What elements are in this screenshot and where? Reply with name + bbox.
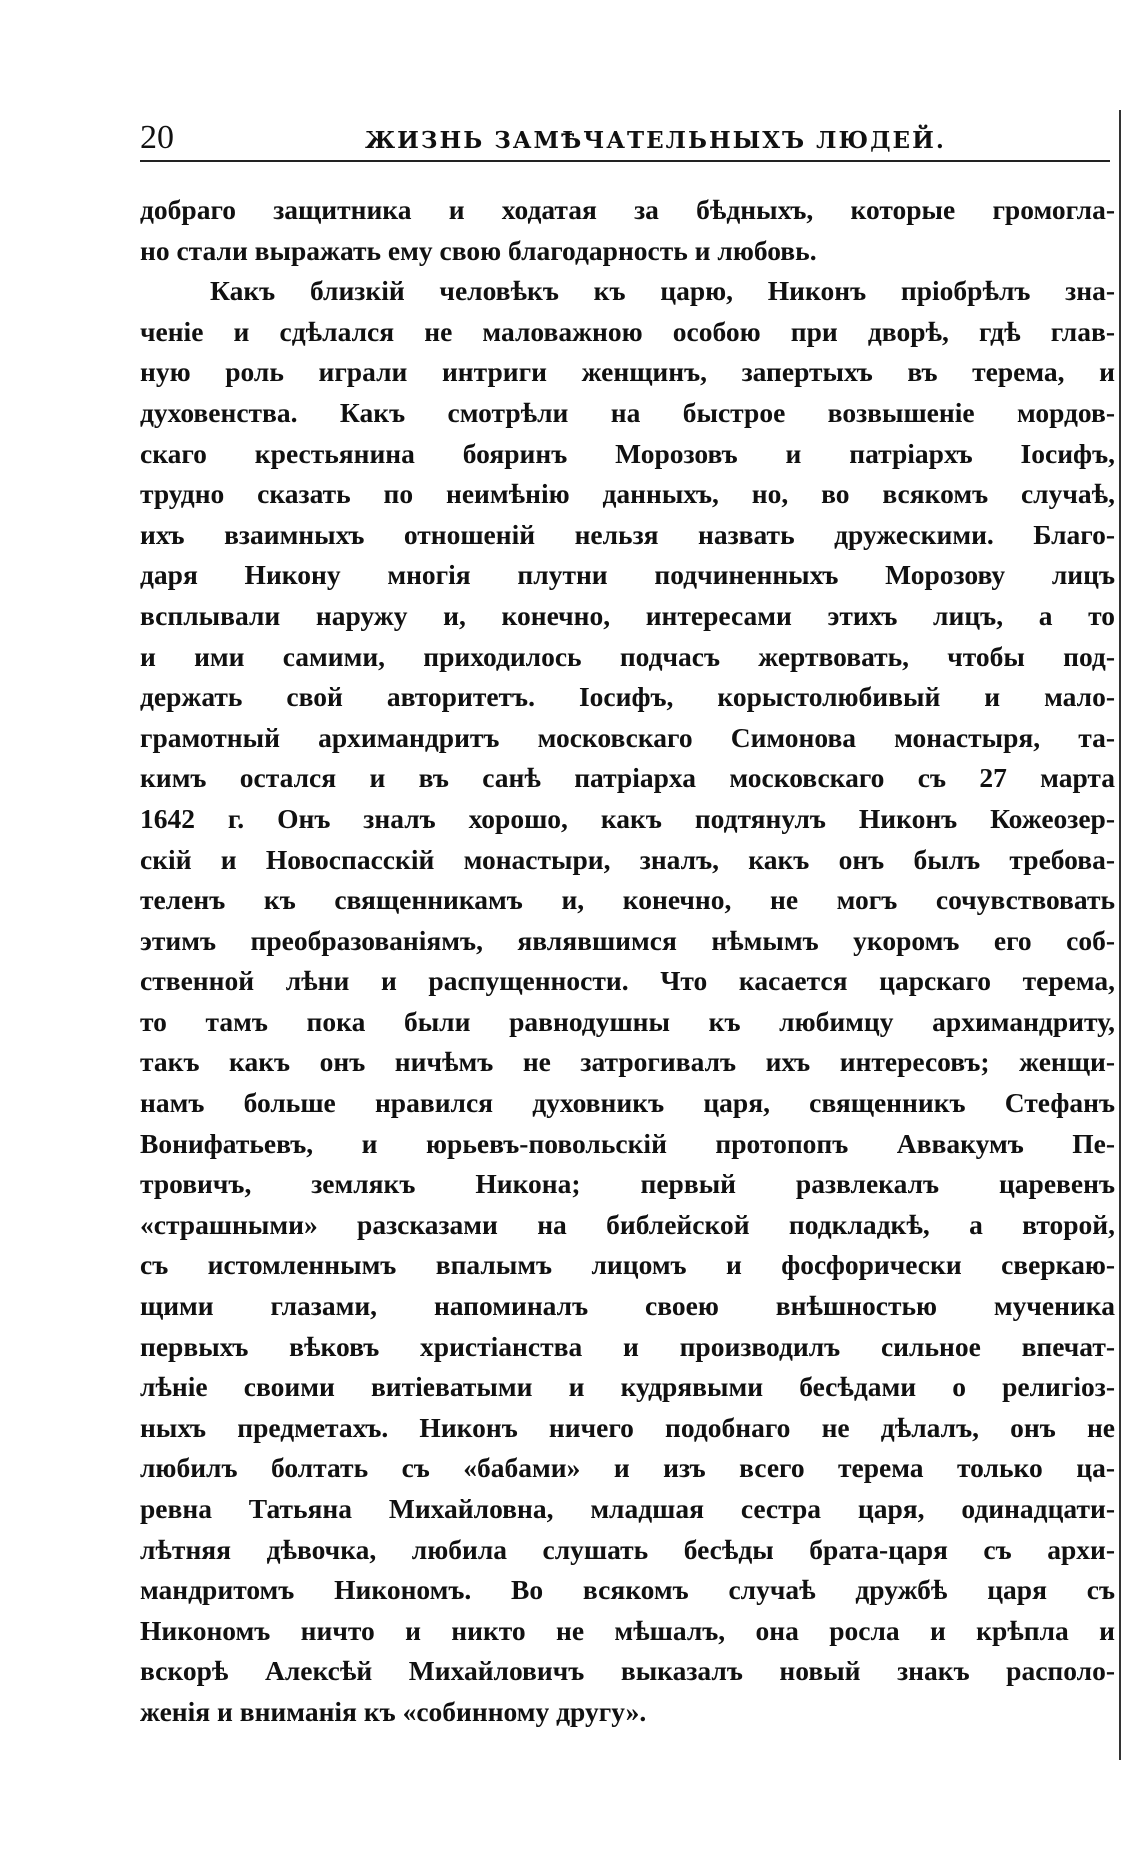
text-line: съ истомленнымъ впалымъ лицомъ и фосфорически сверкаю- <box>140 1249 1115 1281</box>
page-header <box>140 118 1110 160</box>
header-rule <box>140 160 1110 162</box>
text-line: грамотный архимандритъ московскаго Симонова монастыря, та- <box>140 721 1115 753</box>
page-number: 20 <box>140 119 174 156</box>
page-edge-line <box>1119 110 1121 1760</box>
text-line: всплывали наружу и, конечно, интересами этихъ лицъ, а то <box>140 599 1115 631</box>
text-line: теленъ къ священникамъ и, конечно, не могъ сочувствовать <box>140 884 1115 916</box>
text-line: любилъ болтать съ «бабами» и изъ всего терема только ца- <box>140 1452 1115 1484</box>
text-line: даря Никону многія плутни подчиненныхъ Морозову лицъ <box>140 559 1115 591</box>
body-text <box>140 190 1115 1733</box>
text-line: мандритомъ Никономъ. Во всякомъ случаѣ дружбѣ царя съ <box>140 1574 1115 1606</box>
text-line: Вонифатьевъ, и юрьевъ-повольскій протопопъ Аввакумъ Пе- <box>140 1127 1115 1159</box>
text-line: лѣніе своими витіеватыми и кудрявыми бесѣдами о религіоз- <box>140 1371 1115 1403</box>
text-line: намъ больше нравился духовникъ царя, священникъ Стефанъ <box>140 1087 1115 1119</box>
text-line: тровичъ, землякъ Никона; первый развлекалъ царевенъ <box>140 1168 1115 1200</box>
text-line: ную роль играли интриги женщинъ, запертыхъ въ терема, и <box>140 356 1115 388</box>
text-line: такъ какъ онъ ничѣмъ не затрогивалъ ихъ интересовъ; женщи- <box>140 1046 1115 1078</box>
text-line: трудно сказать по неимѣнію данныхъ, но, во всякомъ случаѣ, <box>140 478 1115 510</box>
text-line: первыхъ вѣковъ христіанства и производилъ сильное впечат- <box>140 1330 1115 1362</box>
text-line: ихъ взаимныхъ отношеній нельзя назвать дружескими. Благо- <box>140 518 1115 550</box>
text-line: кимъ остался и въ санѣ патріарха московскаго съ 27 марта <box>140 762 1115 794</box>
text-line: Никономъ ничто и никто не мѣшалъ, она росла и крѣпла и <box>140 1614 1115 1646</box>
text-line: скій и Новоспасскій монастыри, зналъ, какъ онъ былъ требова- <box>140 843 1115 875</box>
text-line: ственной лѣни и распущенности. Что касается царскаго терема, <box>140 965 1115 997</box>
text-line: но стали выражать ему свою благодарность и любовь. <box>140 234 817 266</box>
text-line: ныхъ предметахъ. Никонъ ничего подобнаго не дѣлалъ, онъ не <box>140 1411 1115 1443</box>
text-line: ченіе и сдѣлался не маловажною особою при дворѣ, гдѣ глав- <box>140 315 1115 347</box>
text-line: скаго крестьянина бояринъ Морозовъ и патріархъ Іосифъ, <box>140 437 1115 469</box>
text-line: этимъ преобразованіямъ, являвшимся нѣмымъ укоромъ его соб- <box>140 924 1115 956</box>
text-line: ревна Татьяна Михайловна, младшая сестра царя, одинадцати- <box>140 1493 1115 1524</box>
running-head: ЖИЗНЬ ЗАМѢЧАТЕЛЬНЫХЪ ЛЮДЕЙ. <box>365 127 946 154</box>
text-line: лѣтняя дѣвочка, любила слушать бесѣды брата-царя съ архи- <box>140 1533 1115 1565</box>
text-line: щими глазами, напоминалъ своею внѣшностью мученика <box>140 1290 1115 1322</box>
text-line: Какъ близкій человѣкъ къ царю, Никонъ пріобрѣлъ зна- <box>210 275 1115 307</box>
text-line: 1642 г. Онъ зналъ хорошо, какъ подтянулъ Никонъ Кожеозер- <box>140 802 1115 834</box>
text-line: добраго защитника и ходатая за бѣдныхъ, которые громогла- <box>140 194 1115 225</box>
text-line: вскорѣ Алексѣй Михайловичъ выказалъ новый знакъ располо- <box>140 1655 1115 1687</box>
text-line: «страшными» разсказами на библейской подкладкѣ, а второй, <box>140 1208 1115 1240</box>
text-line: держать свой авторитетъ. Іосифъ, корыстолюбивый и мало- <box>140 681 1115 713</box>
text-line: и ими самими, приходилось подчасъ жертвовать, чтобы под- <box>140 640 1115 672</box>
text-line: то тамъ пока были равнодушны къ любимцу архимандриту, <box>140 1005 1115 1037</box>
text-line: духовенства. Какъ смотрѣли на быстрое возвышеніе мордов- <box>140 396 1115 428</box>
text-line: женія и вниманія къ «собинному другу». <box>140 1695 647 1727</box>
